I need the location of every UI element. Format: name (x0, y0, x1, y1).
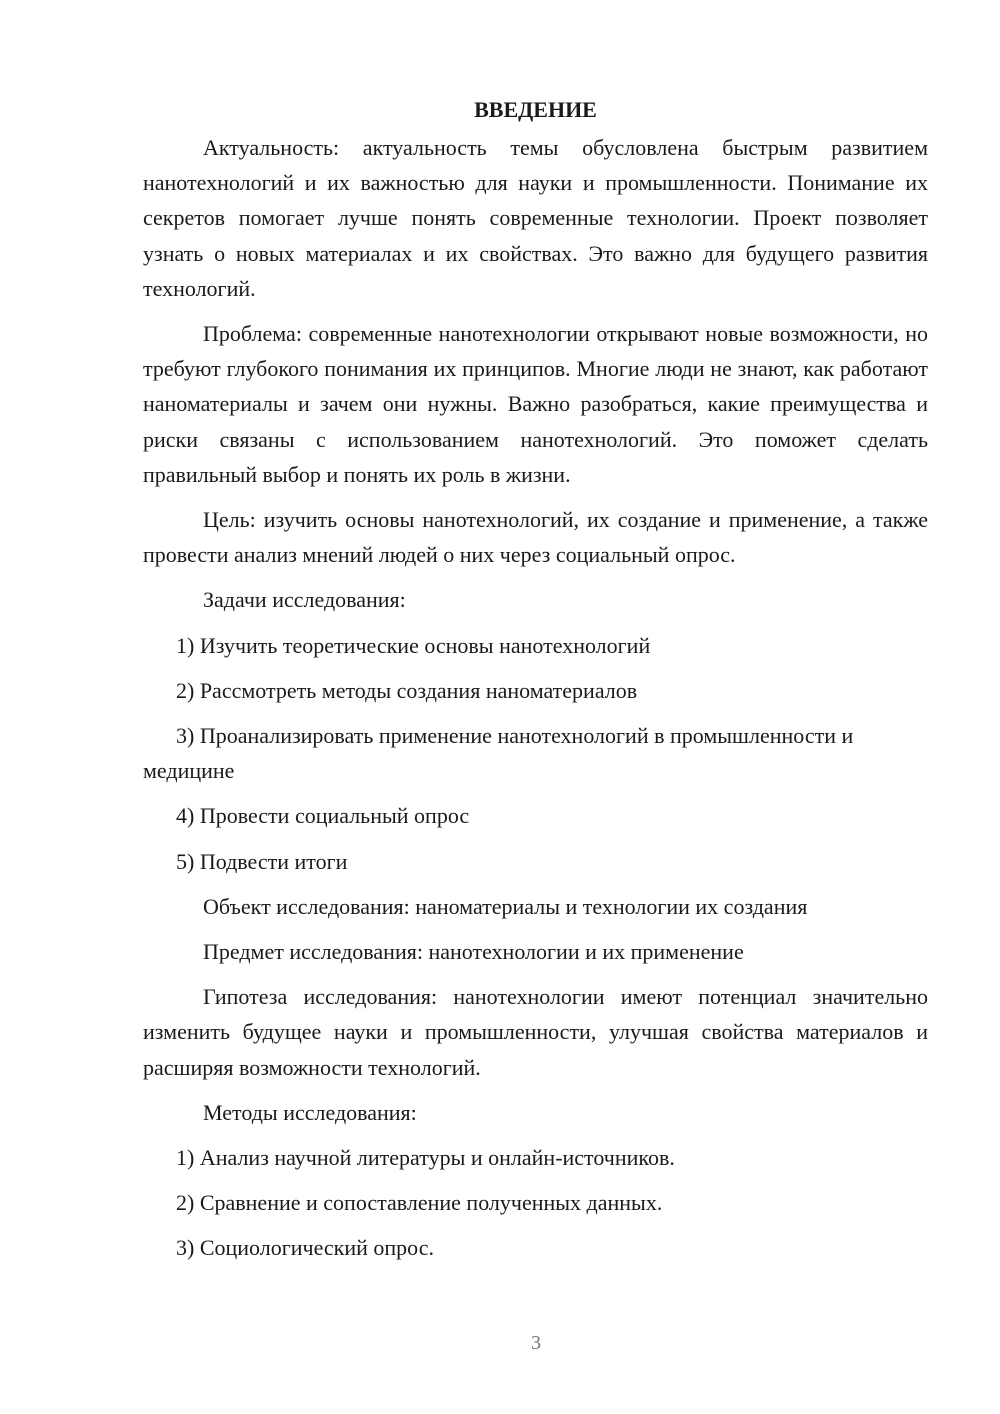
methods-list (143, 1140, 928, 1266)
task-item: 1) Изучить теоретические основы нанотехнологий (176, 632, 651, 658)
task-item: 4) Провести социальный опрос (176, 803, 470, 829)
document-page (143, 95, 928, 1276)
task-item: 2) Рассмотреть методы создания наноматериалов (176, 677, 638, 703)
tasks-list (143, 628, 928, 879)
goal-paragraph: Цель: изучить основы нанотехнологий, их создание и применение, а также провести анализ мнений людей о них через социальный опрос. (143, 507, 928, 568)
methods-heading: Методы исследования: (203, 1099, 417, 1125)
page-number: 3 (531, 1332, 541, 1354)
method-item: 3) Социологический опрос. (176, 1235, 434, 1261)
hypothesis-paragraph: Гипотеза исследования: нанотехнологии имеют потенциал значительно изменить будущее науки и промышленности, улучшая свойства материалов и расширяя возможности технологий. (143, 984, 928, 1080)
method-item: 1) Анализ научной литературы и онлайн-источников. (176, 1145, 675, 1171)
relevance-paragraph: Актуальность: актуальность темы обусловлена быстрым развитием нанотехнологий и их важностью для науки и промышленности. Понимание их секретов помогает лучше понять современные технологии. Проект позволяет узнать о новых материалах и их свойствах. Это важно для будущего развития технологий. (143, 135, 928, 301)
section-title: ВВЕДЕНИЕ (474, 97, 597, 122)
task-item: 3) Проанализировать применение нанотехнологий в промышленности и медицине (143, 723, 854, 784)
method-item: 2) Сравнение и сопоставление полученных данных. (176, 1190, 663, 1216)
subject-line: Предмет исследования: нанотехнологии и их применение (203, 939, 744, 965)
object-line: Объект исследования: наноматериалы и технологии их создания (203, 893, 808, 919)
task-item: 5) Подвести итоги (176, 848, 348, 874)
tasks-heading: Задачи исследования: (203, 587, 406, 613)
problem-paragraph: Проблема: современные нанотехнологии открывают новые возможности, но требуют глубокого понимания их принципов. Многие люди не знают, как работают наноматериалы и зачем они нужны. Важно разобраться, какие преимущества и риски связаны с использованием нанотехнологий. Это поможет сделать правильный выбор и понять их роль в жизни. (143, 321, 928, 487)
